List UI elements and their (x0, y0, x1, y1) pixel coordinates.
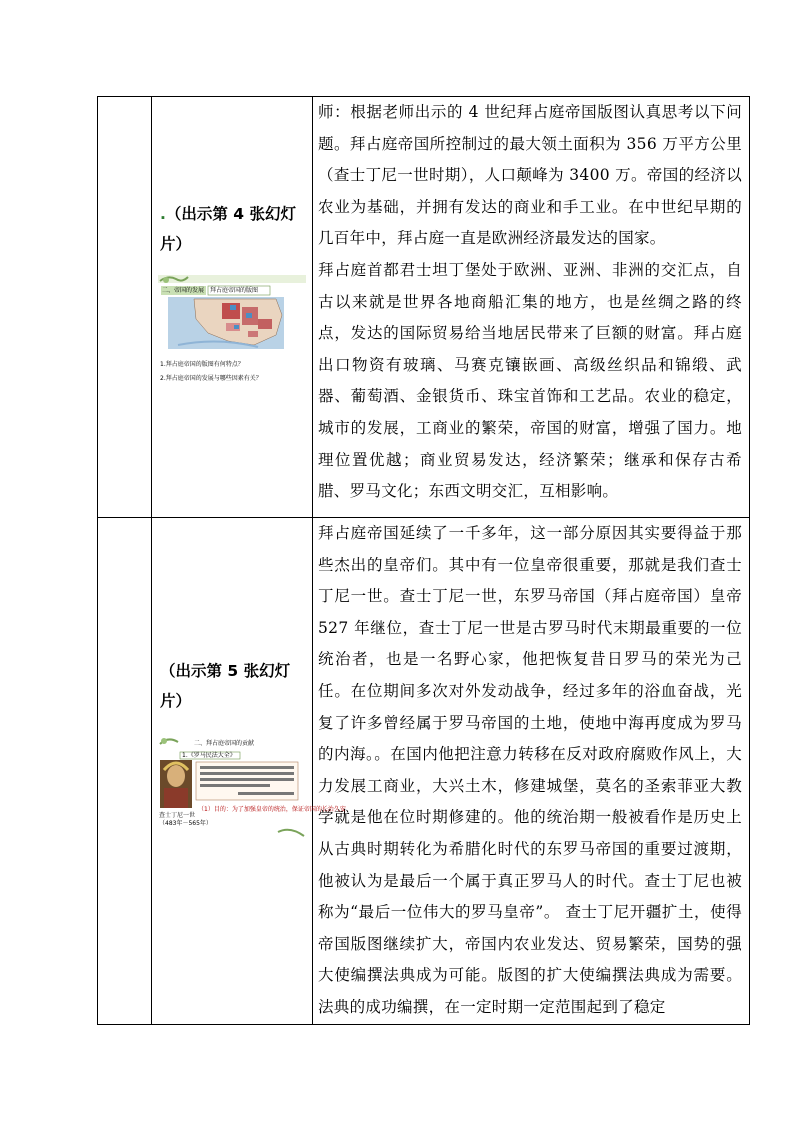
table-row (98, 97, 750, 518)
table-row (98, 518, 750, 1025)
lesson-table (97, 96, 750, 1025)
slide-cell (152, 518, 346, 1025)
slide-label: （出示第 5 张幻灯片） (160, 662, 291, 710)
paragraph: 拜占庭首都君士坦丁堡处于欧洲、亚洲、非洲的交汇点，自古以来就是世界各地商船汇集的地方，也是丝绸之路的终点，发达的国际贸易给当地居民带来了巨额的财富。拜占庭出口物资有玻璃、马赛克镶嵌画、高级丝织品和锦缎、武器、葡萄酒、金银货币、珠宝首饰和工艺品。农业的稳定，城市的发展，工商业的繁荣，帝国的财富，增强了国力。地理位置优越；商业贸易发达，经济繁荣；继承和保存古希腊、罗马文化；东西文明交汇，互相影响。 (318, 260, 742, 501)
portrait-caption: （483年－565年） (159, 820, 212, 827)
empty-cell (98, 97, 152, 518)
content-cell (313, 518, 750, 1025)
slide-thumbnail (158, 736, 346, 844)
slide-title: 二、拜占庭帝国的贡献 (194, 740, 255, 747)
portrait-caption: 查士丁尼一世 (159, 812, 196, 819)
slide-caption: 2.拜占庭帝国的发展与哪些因素有关？ (160, 375, 262, 382)
bullet-icon: . (160, 205, 166, 223)
empty-cell (98, 518, 152, 1025)
slide-title-left: 二、帝国的发展 (162, 287, 205, 294)
slide-title-right: 拜占庭帝国的版图 (210, 287, 259, 294)
paragraph: 拜占庭帝国延续了一千多年，这一部分原因其实要得益于那些杰出的皇帝们。其中有一位皇帝很重要，那就是我们查士丁尼一世。查士丁尼一世，东罗马帝国（拜占庭帝国）皇帝 527 年继位，查士丁尼一世是古罗马时代末期最重要的一位统治者，也是一名野心家，他把恢复昔日罗马的荣光为己任。在位期间多次对外发动战争，经过多年的浴血奋战，光复了许多曾经属于罗马帝国的土地，使地中海再度成为罗马的内海。。在国内他把注意力转移在反对政府腐败作风上，大力发展工商业，大兴土木，修建城堡，莫名的圣索菲亚大教学就是他在位时期修建的。他的统治期一般被看作是历史上从古典时期转化为希腊化时代的东罗马帝国的重要过渡期，他被认为是最后一个属于真正罗马人的时代。查士丁尼也被称为“最后一位伟大的罗马皇帝”。 查士丁尼开疆扩土，使得帝国版图继续扩大，帝国内农业发达、贸易繁荣，国势的强大使编撰法典成为可能。版图的扩大使编撰法典成为需要。法典的成功编撰，在一定时期一定范围起到了稳定 (318, 524, 742, 1016)
slide-note: （1）目的：为了加强皇帝的统治，保证帝国的长治久安 (198, 806, 346, 813)
slide-label: .（出示第 4 张幻灯片） (160, 205, 296, 253)
content-cell (313, 97, 750, 518)
slide-subtitle: 1.《罗马民法大全》 (182, 752, 236, 759)
slide-cell (152, 97, 313, 518)
paragraph: 师：根据老师出示的 4 世纪拜占庭帝国版图认真思考以下问题。拜占庭帝国所控制过的最大领土面积为 356 万平方公里（查士丁尼一世时期），人口颠峰为 3400 万。帝国的经济以农业为基础，并拥有发达的商业和手工业。在中世纪早期的几百年中，拜占庭一直是欧洲经济最发达的国家。 (318, 103, 742, 248)
slide-thumbnail (158, 275, 306, 390)
slide-caption: 1.拜占庭帝国的版图有何特点？ (160, 361, 244, 368)
